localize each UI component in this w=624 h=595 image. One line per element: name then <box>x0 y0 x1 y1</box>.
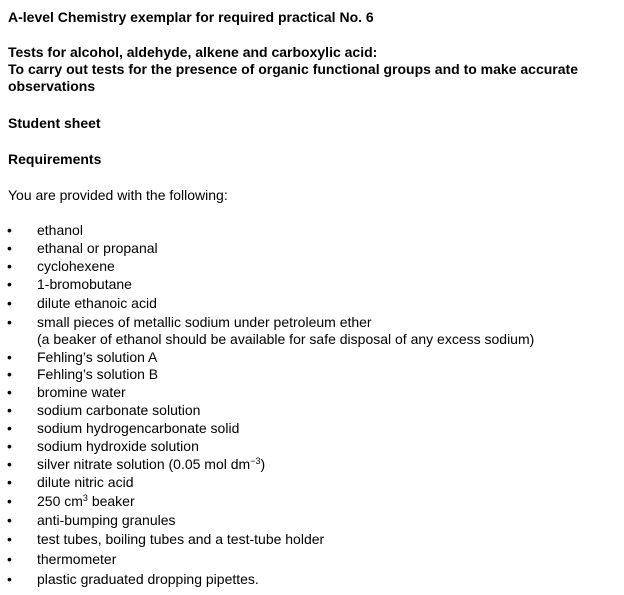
list-item-text <box>37 384 126 401</box>
list-item-text <box>37 512 176 529</box>
bullet-icon: • <box>7 551 12 567</box>
list-item-label: plastic graduated dropping pipettes. <box>37 571 259 587</box>
list-item-label: small pieces of metallic sodium under petroleum ether <box>37 314 372 330</box>
bullet-icon: • <box>7 456 12 472</box>
subtitle-line-3: observations <box>8 78 96 94</box>
list-item-text <box>37 222 83 239</box>
list-item-text <box>37 349 157 366</box>
list-item-text <box>37 438 199 455</box>
student-sheet-heading: Student sheet <box>8 115 101 131</box>
bullet-icon: • <box>7 571 12 587</box>
list-item-text <box>37 474 134 491</box>
subtitle-line-2: To carry out tests for the presence of organic functional groups and to make accurate <box>8 61 578 77</box>
list-item-text <box>37 240 158 257</box>
list-item-label: anti-bumping granules <box>37 512 176 528</box>
list-item-label: dilute nitric acid <box>37 474 134 490</box>
subtitle-line-1: Tests for alcohol, aldehyde, alkene and carboxylic acid: <box>8 44 378 60</box>
requirements-heading: Requirements <box>8 151 102 167</box>
bullet-icon: • <box>7 402 12 418</box>
list-item-note: (a beaker of ethanol should be available for safe disposal of any excess sodium) <box>37 331 535 347</box>
list-item-label: Fehling’s solution A <box>37 349 158 365</box>
list-item-text <box>37 571 259 588</box>
bullet-icon: • <box>7 474 12 490</box>
bullet-icon: • <box>7 258 12 274</box>
bullet-icon: • <box>7 349 12 365</box>
page-title: A-level Chemistry exemplar for required practical No. 6 <box>8 9 374 25</box>
bullet-icon: • <box>7 512 12 528</box>
bullet-icon: • <box>7 420 12 436</box>
bullet-icon: • <box>7 276 12 292</box>
bullet-icon: • <box>7 240 12 256</box>
list-item-label: thermometer <box>37 551 117 567</box>
bullet-icon: • <box>7 222 12 238</box>
list-item-text <box>37 258 115 275</box>
bullet-icon: • <box>7 384 12 400</box>
list-item-text <box>37 314 372 331</box>
list-item-label: Fehling’s solution B <box>37 366 159 382</box>
list-item-text <box>37 493 135 510</box>
list-item-label: sodium hydrogencarbonate solid <box>37 420 240 436</box>
list-item-label: cyclohexene <box>37 258 115 274</box>
intro-text: You are provided with the following: <box>8 187 228 203</box>
bullet-icon: • <box>7 438 12 454</box>
list-item-label: silver nitrate solution (0.05 mol dm <box>37 456 251 472</box>
list-item-label: sodium hydroxide solution <box>37 438 199 454</box>
bullet-icon: • <box>7 366 12 382</box>
list-item-label: test tubes, boiling tubes and a test-tube holder <box>37 531 325 547</box>
list-item-label: 250 cm <box>37 493 83 509</box>
list-item-text <box>37 402 200 419</box>
list-item-text <box>37 276 132 293</box>
list-item-label: ethanol <box>37 222 83 238</box>
bullet-icon: • <box>7 314 12 330</box>
superscript: 3 <box>82 493 88 503</box>
list-item-label: bromine water <box>37 384 126 400</box>
list-item-suffix: ) <box>260 456 266 472</box>
list-item-label: 1-bromobutane <box>37 276 132 292</box>
bullet-icon: • <box>7 493 12 509</box>
list-item-text <box>37 366 158 383</box>
list-item-label: dilute ethanoic acid <box>37 295 157 311</box>
list-item-label: ethanal or propanal <box>37 240 158 256</box>
bullet-icon: • <box>7 295 12 311</box>
bullet-icon: • <box>7 531 12 547</box>
list-item-text <box>37 420 239 437</box>
list-item-text <box>37 456 265 473</box>
list-item-suffix: beaker <box>87 493 135 509</box>
list-item-text <box>37 531 324 548</box>
list-item-text <box>37 551 116 568</box>
superscript: −3 <box>250 456 261 466</box>
list-item-label: sodium carbonate solution <box>37 402 201 418</box>
list-item-text <box>37 295 157 312</box>
